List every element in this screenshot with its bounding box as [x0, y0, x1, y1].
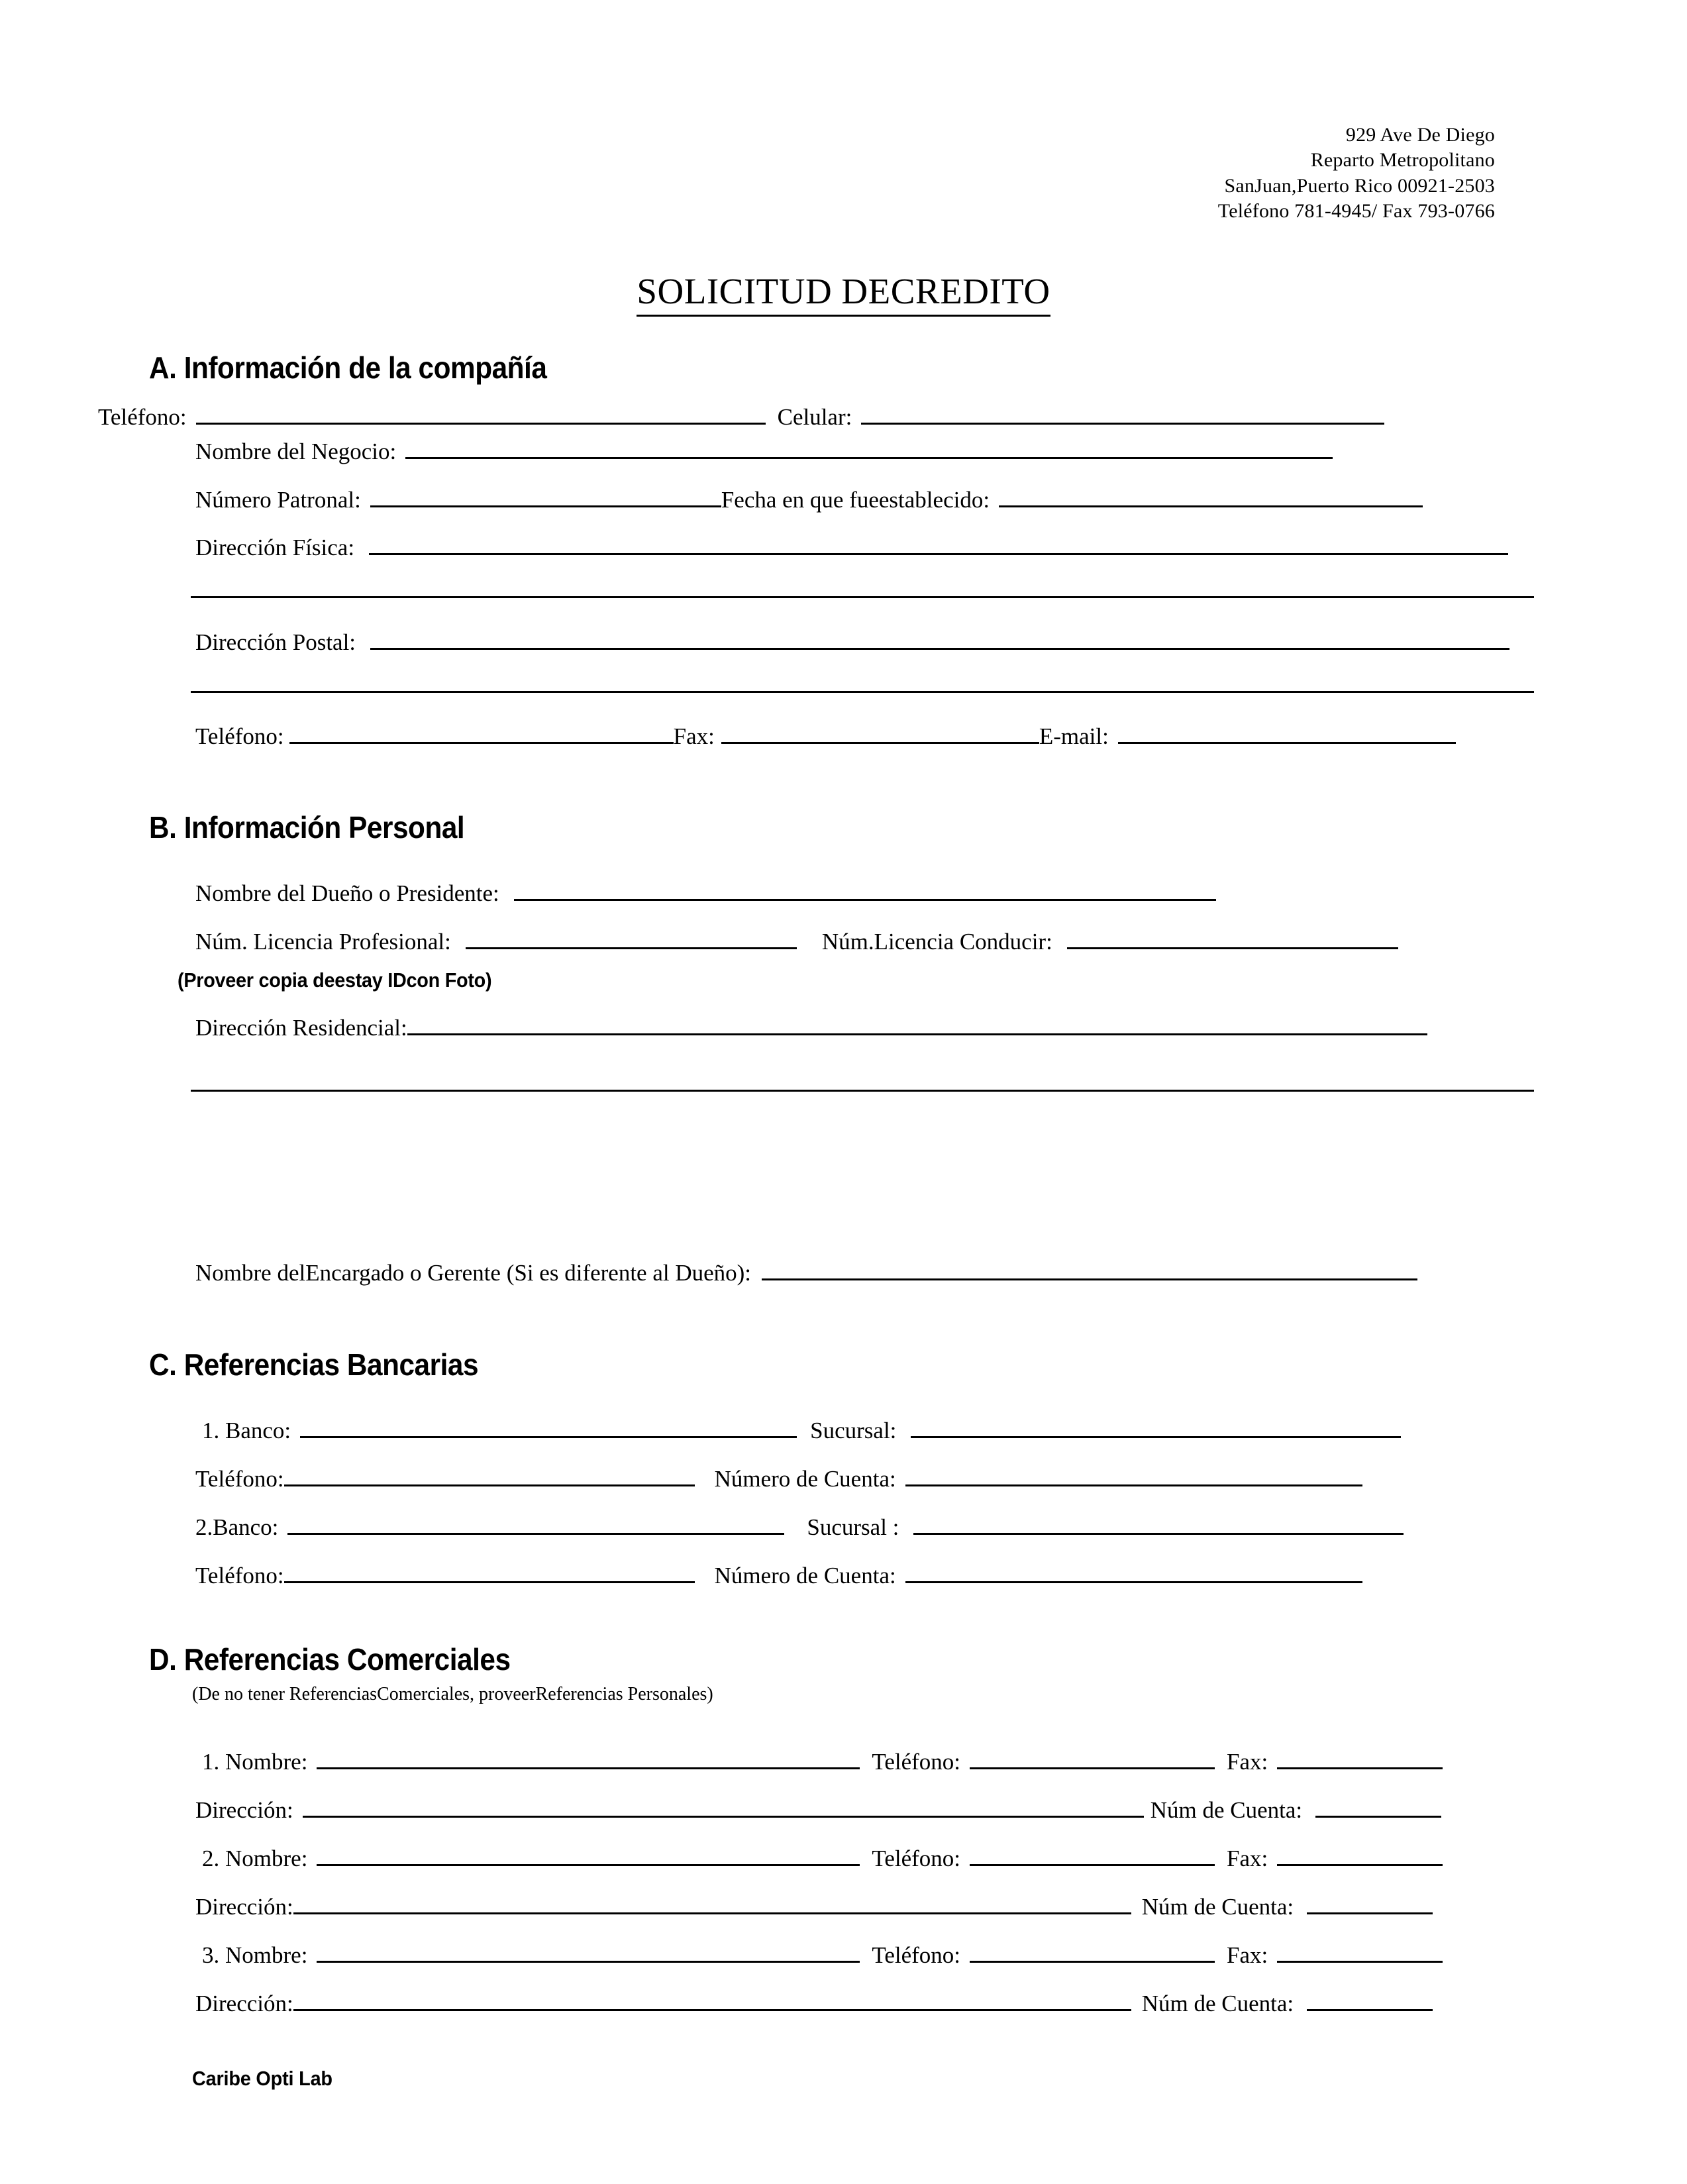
nombre-dueno-label: Nombre del Dueño o Presidente: [195, 880, 499, 906]
referencia3-cuenta-field[interactable] [1307, 1989, 1433, 2011]
numero-patronal-field[interactable] [370, 486, 721, 507]
referencia2-fax-field[interactable] [1277, 1844, 1443, 1866]
referencia1-fax-label: Fax: [1227, 1749, 1268, 1775]
telefono2-field[interactable] [289, 722, 674, 744]
referencia1-direccion-label: Dirección: [195, 1797, 293, 1823]
referencia3-fax-label: Fax: [1227, 1942, 1268, 1968]
direccion-residencial-field-line2[interactable] [191, 1090, 1534, 1092]
direccion-postal-field[interactable] [370, 628, 1509, 650]
address-line-3: SanJuan,Puerto Rico 00921-2503 [1224, 174, 1495, 197]
telefono2-label: Teléfono: [195, 723, 284, 749]
encargado-label: Nombre delEncargado o Gerente (Si es diferente al Dueño): [195, 1260, 752, 1286]
referencia1-direccion-field[interactable] [303, 1796, 1144, 1818]
referencia2-telefono-field[interactable] [970, 1844, 1215, 1866]
referencia1-telefono-label: Teléfono: [872, 1749, 961, 1775]
footer-company-name: Caribe Opti Lab [192, 2067, 332, 2090]
referencia2-direccion-field[interactable] [293, 1893, 1131, 1914]
telefono-field[interactable] [196, 403, 766, 425]
direccion-residencial-field[interactable] [407, 1014, 1427, 1035]
row-telefono-fax-email [195, 722, 1456, 748]
banco2-field[interactable] [287, 1513, 784, 1535]
telefono-banco2-field[interactable] [284, 1561, 695, 1583]
referencia3-fax-field[interactable] [1277, 1941, 1443, 1963]
referencia2-fax-label: Fax: [1227, 1846, 1268, 1871]
numero-patronal-label: Número Patronal: [195, 487, 361, 513]
row-referencia-1-nombre [202, 1747, 1443, 1773]
cuenta2-label: Número de Cuenta: [714, 1563, 896, 1588]
telefono-label: Teléfono: [98, 404, 187, 430]
row-banco1-telefono [195, 1465, 1362, 1490]
nombre-negocio-field[interactable] [405, 437, 1333, 459]
referencia1-fax-field[interactable] [1277, 1747, 1443, 1769]
row-referencia-2-direccion [195, 1893, 1433, 1918]
section-heading-c: C. Referencias Bancarias [149, 1347, 479, 1382]
licencia-profesional-field[interactable] [466, 927, 797, 949]
row-encargado [195, 1259, 1417, 1284]
address-line-4: Teléfono 781-4945/ Fax 793-0766 [1217, 200, 1495, 223]
referencia3-telefono-label: Teléfono: [872, 1942, 961, 1968]
direccion-fisica-field[interactable] [369, 533, 1508, 555]
referencia2-nombre-field[interactable] [317, 1844, 860, 1866]
row-referencia-3-direccion [195, 1989, 1433, 2015]
section-heading-b: B. Información Personal [149, 810, 465, 845]
celular-field[interactable] [861, 403, 1384, 425]
referencia1-nombre-label: 1. Nombre: [202, 1749, 308, 1775]
referencia1-cuenta-label: Núm de Cuenta: [1150, 1797, 1303, 1823]
row-numero-patronal [195, 486, 1423, 511]
cuenta1-label: Número de Cuenta: [714, 1466, 896, 1492]
row-banco2-telefono [195, 1561, 1362, 1587]
direccion-postal-field-line2[interactable] [191, 691, 1534, 693]
row-direccion-residencial [195, 1014, 1427, 1039]
row-nombre-dueno [195, 879, 1216, 905]
email-label: E-mail: [1039, 723, 1109, 749]
fecha-establecido-field[interactable] [999, 486, 1423, 507]
fax-label: Fax: [673, 723, 715, 749]
email-field[interactable] [1118, 722, 1456, 744]
address-line-2: Reparto Metropolitano [1310, 149, 1495, 172]
proveer-copia-note: (Proveer copia deestay IDcon Foto) [178, 968, 492, 992]
row-referencia-2-nombre [202, 1844, 1443, 1870]
referencia3-nombre-field[interactable] [317, 1941, 860, 1963]
referencia3-nombre-label: 3. Nombre: [202, 1942, 308, 1968]
row-licencias [195, 927, 1398, 953]
cuenta2-field[interactable] [905, 1561, 1362, 1583]
referencia3-direccion-field[interactable] [293, 1989, 1131, 2011]
banco2-label: 2.Banco: [195, 1514, 279, 1540]
row-direccion-fisica [195, 533, 1508, 559]
row-nombre-negocio [195, 437, 1333, 463]
row-direccion-postal [195, 628, 1509, 654]
row-banco-2 [195, 1513, 1404, 1539]
section-heading-a: A. Información de la compañía [149, 350, 547, 385]
page-title-text: SOLICITUD DECREDITO [637, 271, 1050, 317]
banco1-field[interactable] [300, 1416, 797, 1438]
telefono-banco1-label: Teléfono: [195, 1466, 284, 1492]
nombre-negocio-label: Nombre del Negocio: [195, 439, 397, 464]
row-referencia-3-nombre [202, 1941, 1443, 1967]
direccion-residencial-label: Dirección Residencial: [195, 1015, 407, 1041]
licencia-conducir-label: Núm.Licencia Conducir: [821, 929, 1052, 955]
telefono-banco1-field[interactable] [284, 1465, 695, 1486]
sucursal2-field[interactable] [913, 1513, 1404, 1535]
banco1-label: 1. Banco: [202, 1418, 291, 1443]
nombre-dueno-field[interactable] [514, 879, 1216, 901]
header-address-block [1218, 123, 1495, 225]
cuenta1-field[interactable] [905, 1465, 1362, 1486]
section-heading-d: D. Referencias Comerciales [149, 1642, 511, 1677]
direccion-postal-label: Dirección Postal: [195, 629, 356, 655]
telefono-banco2-label: Teléfono: [195, 1563, 284, 1588]
referencia1-cuenta-field[interactable] [1315, 1796, 1441, 1818]
referencia3-telefono-field[interactable] [970, 1941, 1215, 1963]
row-referencia-1-direccion [195, 1796, 1441, 1822]
row-banco-1 [202, 1416, 1401, 1442]
row-telefono-celular [98, 403, 1384, 429]
licencia-profesional-label: Núm. Licencia Profesional: [195, 929, 451, 955]
sucursal1-field[interactable] [911, 1416, 1401, 1438]
referencia1-nombre-field[interactable] [317, 1747, 860, 1769]
licencia-conducir-field[interactable] [1067, 927, 1398, 949]
referencia2-direccion-label: Dirección: [195, 1894, 293, 1920]
sucursal1-label: Sucursal: [810, 1418, 897, 1443]
celular-label: Celular: [777, 404, 852, 430]
referencia1-telefono-field[interactable] [970, 1747, 1215, 1769]
referencia2-telefono-label: Teléfono: [872, 1846, 961, 1871]
page-title [0, 270, 1687, 312]
referencia3-cuenta-label: Núm de Cuenta: [1141, 1991, 1294, 2016]
fax-field[interactable] [721, 722, 1039, 744]
referencia2-nombre-label: 2. Nombre: [202, 1846, 308, 1871]
direccion-fisica-field-line2[interactable] [191, 596, 1534, 598]
referencia2-cuenta-label: Núm de Cuenta: [1141, 1894, 1294, 1920]
fecha-establecido-label: Fecha en que fueestablecido: [721, 487, 990, 513]
referencia3-direccion-label: Dirección: [195, 1991, 293, 2016]
direccion-fisica-label: Dirección Física: [195, 535, 355, 560]
referencia2-cuenta-field[interactable] [1307, 1893, 1433, 1914]
address-line-1: 929 Ave De Diego [1345, 124, 1495, 146]
section-d-note: (De no tener ReferenciasComerciales, proveerReferencias Personales) [192, 1684, 713, 1704]
encargado-field[interactable] [762, 1259, 1417, 1280]
sucursal2-label: Sucursal : [807, 1514, 899, 1540]
